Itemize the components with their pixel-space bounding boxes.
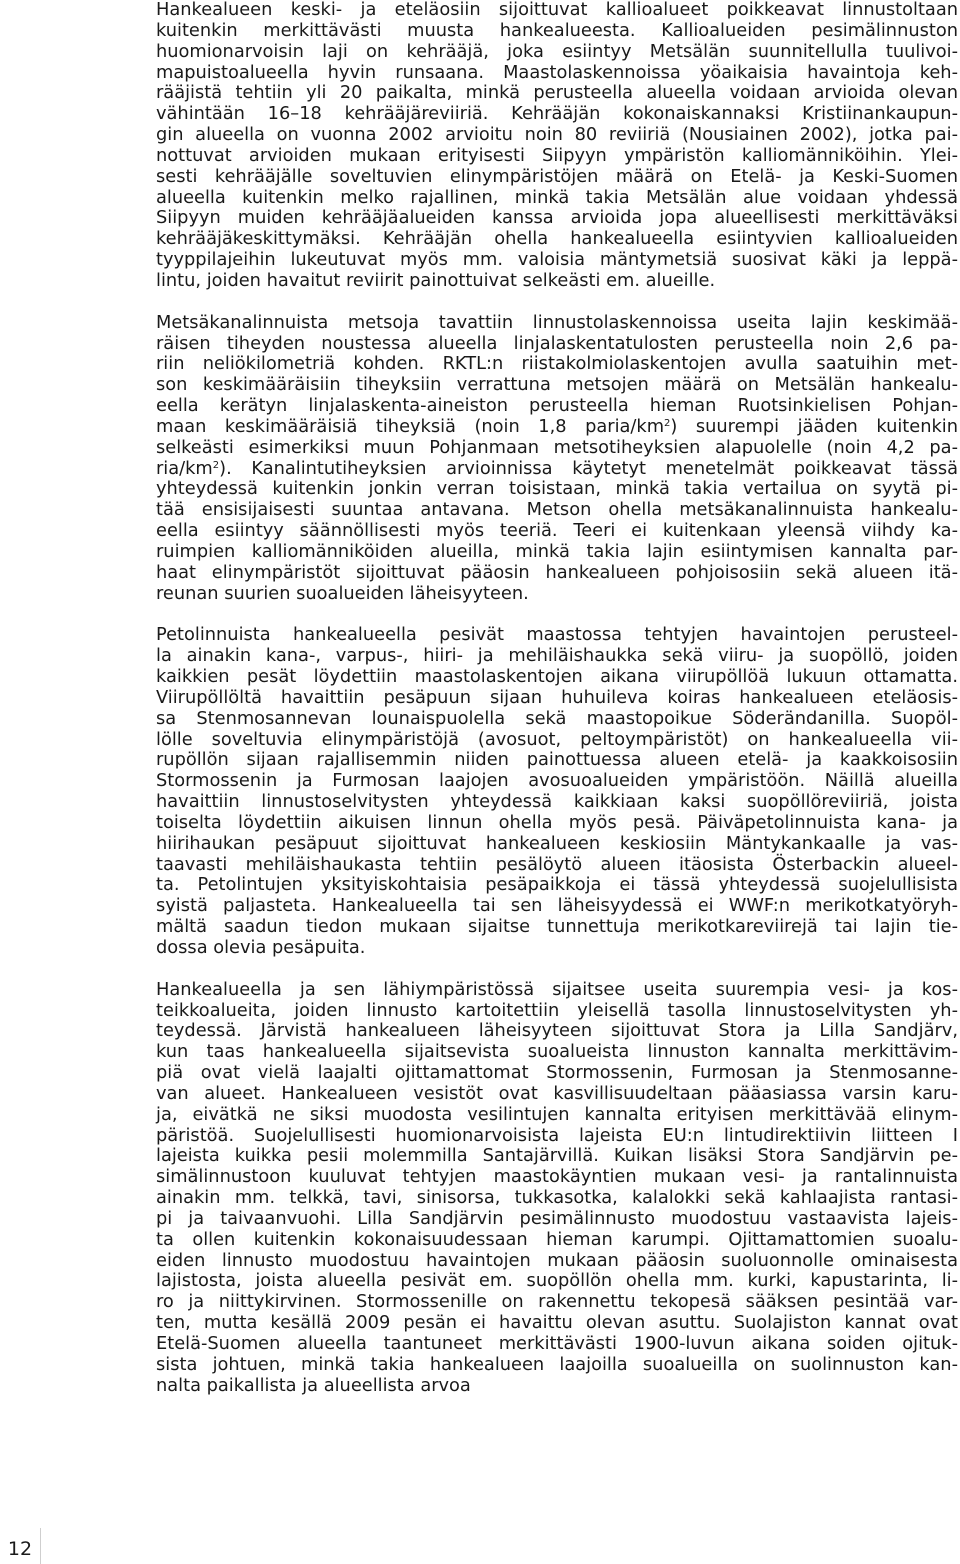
text-line: reunan suurien suoalueiden läheisyyteen. bbox=[156, 582, 529, 604]
text-line: teydessä. Järvistä hankealueen läheisyyteen sijoittuvat Stora ja Lilla Sandjärv, bbox=[156, 1020, 958, 1042]
text-segment: ria/km bbox=[156, 457, 213, 479]
text-line: ja, eivätkä ne siksi muodosta vesilintujen kannalta erityisen merkittävää elinym- bbox=[156, 1103, 958, 1125]
paragraph-petolinnut bbox=[156, 625, 958, 959]
text-line: toiselta löydettiin aikuisen linnun ohella myös pesä. Päiväpetolinnuista kana- ja bbox=[156, 811, 958, 833]
page-number: 12 bbox=[7, 1538, 33, 1560]
text-line: lölle soveltuvia elinympäristöjä (avosuot, peltoympäristöt) on hankealueella vii- bbox=[156, 728, 958, 750]
text-line: Petolinnuista hankealueella pesivät maastossa tehtyjen havaintojen perusteel- bbox=[156, 624, 958, 646]
text-line: simälinnustoon kuuluvat tehtyjen maastokäyntien mukaan vesi- ja rantalinnuista bbox=[156, 1166, 958, 1188]
text-line: sa Stenmosannevan lounaispuolella sekä maastopoikue Söderändanilla. Suopöl- bbox=[156, 707, 958, 729]
text-line: nottuvat arvioiden mukaan erityisesti Siipyyn ympäristön kalliomänniköihin. Ylei- bbox=[156, 144, 958, 166]
text-line: ainakin mm. telkkä, tavi, sinisorsa, tukkasotka, kalalokki sekä kahlaajista rantasi- bbox=[156, 1187, 958, 1209]
text-line: son keskimääräisiin tiheyksiin verrattuna metsojen määrä on Metsälän hankealu- bbox=[156, 374, 958, 396]
text-line: eiden linnusto muodostuu havaintojen mukaan pääosin suoluonnolle ominaisesta bbox=[156, 1249, 958, 1271]
text-line: van alueet. Hankealueen vesistöt ovat kasvillisuudeltaan pääasiassa varsin karu- bbox=[156, 1082, 958, 1104]
text-segment: maan keskimääräisiä tiheyksiä (noin 1,8 paria/km bbox=[156, 415, 665, 437]
text-line: tyyppilajeihin lukeutuvat myös mm. valoisia mäntymetsiä suosivat käki ja leppä- bbox=[156, 249, 958, 271]
text-line: ruimpien kalliomänniköiden alueilla, minkä takia lajin esiintymisen kannalta par- bbox=[156, 540, 958, 562]
text-line: rääjistä tehtiin yli 20 paikalta, minkä perusteella alueella voidaan arvioida olevan bbox=[156, 82, 958, 104]
paragraph-vesilinnut bbox=[156, 980, 958, 1397]
text-line: mapuistoalueella hyvin runsaana. Maastolaskennoissa yöaikaisia havaintoja keh- bbox=[156, 61, 958, 83]
text-line: vähintään 16–18 kehrääjäreviiriä. Kehrääjän kokonaiskannaksi Kristiinankaupun- bbox=[156, 103, 958, 125]
text-line: gin alueella on vuonna 2002 arvioitu noin 80 reviiriä (Nousiainen 2002), jotka pai- bbox=[156, 124, 958, 146]
text-line: lintu, joiden havaitut reviirit painottuivat selkeästi em. alueille. bbox=[156, 269, 716, 291]
text-segment: ) suurempi jääden kuitenkin bbox=[670, 415, 958, 437]
text-line: ten, mutta kesällä 2009 pesän ei havaittu olevan asuttu. Suolajiston kannat ovat bbox=[156, 1312, 958, 1334]
text-line: yhteydessä kuitenkin jonkin verran toisistaan, minkä takia vertailua on syytä pi- bbox=[156, 478, 958, 500]
text-line: eella kerätyn linjalaskenta-aineiston perusteella hieman Ruotsinkielisen Pohjan- bbox=[156, 395, 958, 417]
text-line: Metsäkanalinnuista metsoja tavattiin linnustolaskennoissa useita lajin keskimää- bbox=[156, 311, 958, 333]
text-line: Etelä-Suomen alueella taantuneet merkittävästi 1900-luvun aikana soiden ojituk- bbox=[156, 1333, 958, 1354]
text-line: lajeista kuikka pesii molemmilla Santajärvillä. Kuikan lisäksi Stora Sandjärvin pe- bbox=[156, 1145, 958, 1167]
text-line: alueella kuitenkin melko rajallinen, minkä takia Metsälän alue voidaan yhdessä bbox=[156, 186, 958, 208]
superscript: 2 bbox=[664, 417, 671, 429]
text-line: ta ollen kuitenkin kokonaisuudessaan hieman karumpi. Ojittamattomien suoalu- bbox=[156, 1228, 958, 1250]
text-line: ro ja niittykirvinen. Stormossenille on rakennettu tekopesä sääksen pesintää var- bbox=[156, 1291, 958, 1313]
text-line: sista johtuen, minkä takia hankealueen laajoilla suoalueilla on suolinnuston kan- bbox=[156, 1353, 958, 1375]
text-line: räisen tiheyden noustessa alueella linjalaskentatulosten perusteella noin 2,6 pa- bbox=[156, 332, 958, 354]
text-line: kaikkien pesät löydettiin maastolaskentojen aikana viirupöllöä lukuun ottamatta. bbox=[156, 666, 958, 687]
paragraph-kallioalueet bbox=[156, 0, 958, 292]
text-line: syistä paljasteta. Hankealueella tai sen läheisyydessä ei WWF:n merikotkatyöryh- bbox=[156, 895, 958, 917]
text-line: eella esiintyy säännöllisesti myös teeriä. Teeri ei kuitenkaan yleensä viihdy ka- bbox=[156, 520, 958, 542]
text-line: pi ja taivaanvuohi. Lilla Sandjärvin pesimälinnusto muodostuu vastaavista lajeis- bbox=[156, 1207, 958, 1229]
text-line-with-superscript bbox=[156, 459, 958, 480]
text-line: kuitenkin merkittävästi muusta hankealueesta. Kallioalueiden pesimälinnuston bbox=[156, 19, 958, 41]
text-line: havaittiin linnustoselvitysten yhteydessä kaikkiaan kaksi suopöllöreviiriä, joista bbox=[156, 791, 958, 813]
text-line-with-superscript bbox=[156, 417, 958, 438]
text-line: taavasti mehiläishaukasta tehtiin pesälöytö alueen itäosista Österbackin alueel- bbox=[156, 853, 958, 875]
text-line: la ainakin kana-, varpus-, hiiri- ja mehiläishaukka sekä viiru- ja suopöllö, joiden bbox=[156, 645, 958, 667]
body-text bbox=[156, 0, 958, 1417]
text-line: rupöllön sijaan rajallisemmin niiden painottuessa alueen etelä- ja kaakkoisosiin bbox=[156, 749, 958, 771]
text-line: nalta paikallista ja alueellista arvoa bbox=[156, 1374, 471, 1396]
text-line: ta. Petolintujen yksityiskohtaisia pesäpaikkoja ei tässä yhteydessä suojelullisista bbox=[156, 874, 958, 896]
text-line: dossa olevia pesäpuita. bbox=[156, 936, 366, 958]
text-line: Hankealueen keski- ja eteläosiin sijoittuvat kallioalueet poikkeavat linnustoltaan bbox=[156, 0, 958, 20]
text-line: sesti kehrääjälle soveltuvien elinympäristöjen määrä on Etelä- ja Keski-Suomen bbox=[156, 165, 958, 187]
text-line: piä ovat vielä laajalti ojittamattomat Stormossenin, Furmosan ja Stenmosanne- bbox=[156, 1062, 958, 1084]
text-segment: ). Kanalintutiheyksien arvioinnissa käytetyt menetelmät poikkeavat tässä bbox=[219, 457, 958, 479]
text-line: Siipyyn muiden kehrääjäalueiden kanssa arvioida jopa alueellisesti merkittäväksi bbox=[156, 207, 958, 229]
superscript: 2 bbox=[212, 459, 220, 471]
paragraph-metsakanalinnut bbox=[156, 313, 958, 605]
text-line: kun taas hankealueella sijaitsevista suoalueista linnuston kannalta merkittävim- bbox=[156, 1041, 958, 1063]
text-line: tää ensisijaisesti suuntaa antavana. Metson ohella metsäkanalinnuista hankealu- bbox=[156, 499, 958, 521]
text-line: selkeästi esimerkiksi muun Pohjanmaan metsotiheyksien alapuolelle (noin 4,2 pa- bbox=[156, 436, 958, 458]
text-line: mältä saadun tiedon mukaan sijaitse tunnettuja merikotkareviirejä tai lajin tie- bbox=[156, 916, 958, 938]
text-line: lajistosta, joista alueella pesivät em. suopöllön ohella mm. kurki, kapustarinta, li- bbox=[156, 1270, 958, 1292]
text-line: Stormossenin ja Furmosan laajojen avosuoalueiden ympäristöön. Näillä alueilla bbox=[156, 770, 958, 792]
text-line: haat elinympäristöt sijoittuvat pääosin hankealueen pohjoisosiin sekä alueen itä- bbox=[156, 561, 958, 583]
text-line: Viirupöllöltä havaittiin pesäpuun sijaan huhuileva koiras hankealueen eteläosis- bbox=[156, 686, 958, 708]
text-line: päristöä. Suojelullisesti huomionarvoisista lajeista EU:n lintudirektiivin liitteen I bbox=[156, 1124, 958, 1146]
text-line: kehrääjäkeskittymäksi. Kehrääjän ohella hankealueella esiintyvien kallioalueiden bbox=[156, 228, 958, 250]
text-line: Hankealueella ja sen lähiympäristössä sijaitsee useita suurempia vesi- ja kos- bbox=[156, 978, 958, 1000]
text-line: teikkoalueita, joiden linnusto kartoitettiin yleisellä tasolla linnustoselvitysten yh- bbox=[156, 999, 958, 1021]
text-line: riin neliökilometriä kohden. RKTL:n riistakolmiolaskentojen avulla saatuihin met- bbox=[156, 353, 958, 375]
text-line: hiirihaukan pesäpuut sijoittuvat hankealueen keskiosiin Mäntykankaalle ja vas- bbox=[156, 832, 958, 854]
page-number-divider bbox=[40, 1528, 41, 1564]
text-line: huomionarvoisin laji on kehrääjä, joka esiintyy Metsälän suunnitellulla tuulivoi- bbox=[156, 40, 958, 62]
